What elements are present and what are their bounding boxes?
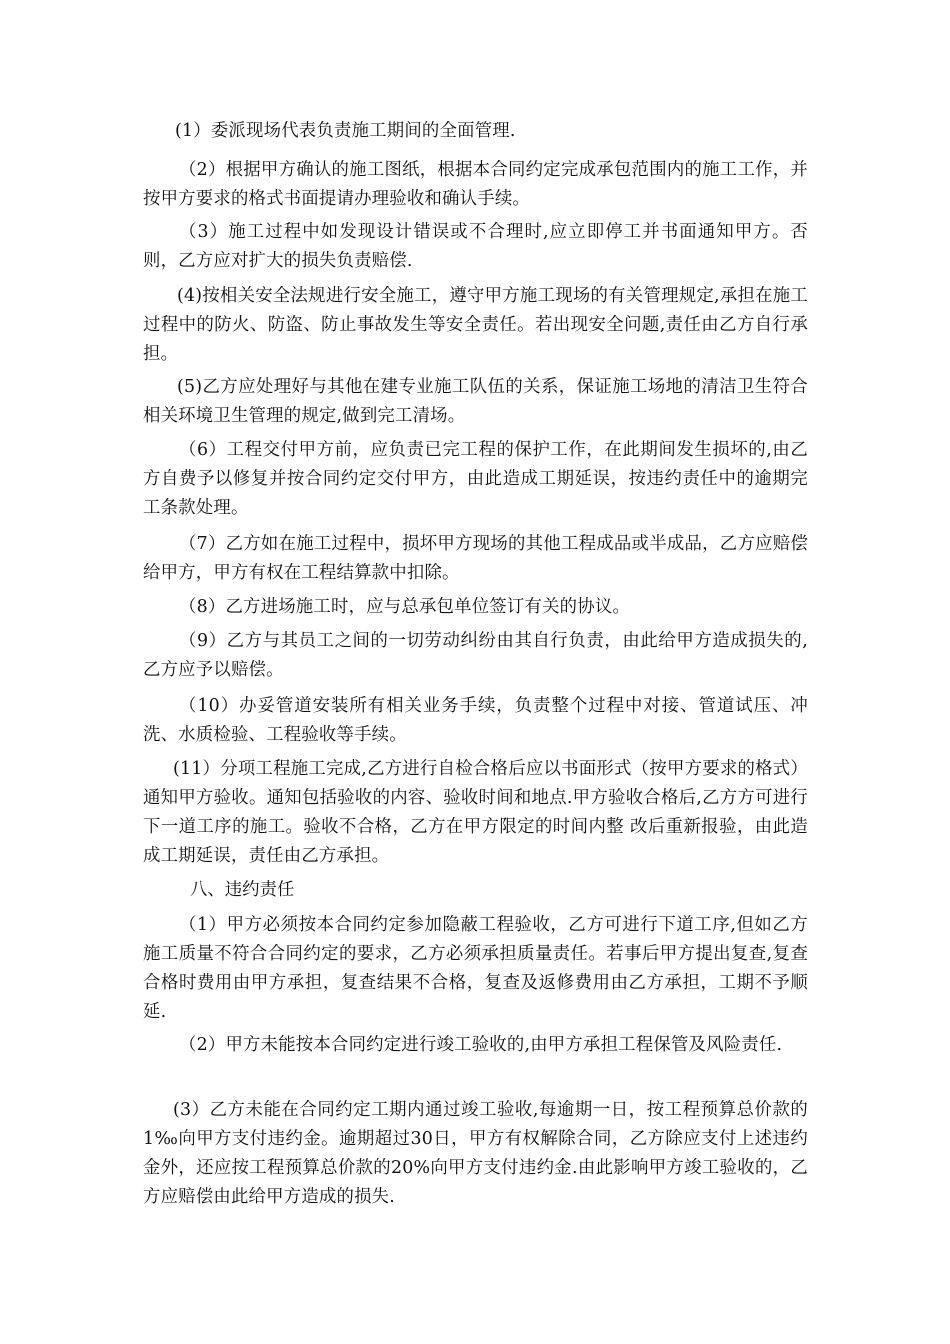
paragraph-5: (5)乙方应处理好与其他在建专业施工队伍的关系，保证施工场地的清洁卫生符合相关环境卫生管理的规定,做到完工清场。 — [143, 377, 808, 426]
paragraph-10: （10）办妥管道安装所有相关业务手续，负责整个过程中对接、管道试压、冲洗、水质检验、工程验收等手续。 — [143, 696, 808, 745]
paragraph-9: （9）乙方与其员工之间的一切劳动纠纷由其自行负责，由此给甲方造成损失的,乙方应予以赔偿。 — [143, 631, 808, 680]
paragraph-7: （7）乙方如在施工过程中，损坏甲方现场的其他工程成品或半成品，乙方应赔偿给甲方，甲方有权在工程结算款中扣除。 — [143, 534, 808, 583]
paragraph-4: (4)按相关安全法规进行安全施工，遵守甲方施工现场的有关管理规定,承担在施工过程中的防火、防盗、防止事故发生等安全责任。若出现安全问题,责任由乙方自行承担。 — [143, 286, 808, 364]
section-paragraph-3: (3）乙方未能在合同约定工期内通过竣工验收,每逾期一日，按工程预算总价款的1‰向甲方支付违约金。逾期超过30日，甲方有权解除合同，乙方除应支付上述违约金外，还应按工程预算总价款的20%向甲方支付违约金.由此影响甲方竣工验收的，乙方应赔偿由此给甲方造成的损失. — [143, 1100, 808, 1207]
paragraph-1: (1）委派现场代表负责施工期间的全面管理. — [175, 121, 516, 141]
paragraph-3: （3）施工过程中如发现设计错误或不合理时,应立即停工并书面通知甲方。否则，乙方应对扩大的损失负责赔偿. — [143, 222, 808, 271]
paragraph-2: （2）根据甲方确认的施工图纸，根据本合同约定完成承包范围内的施工工作，并按甲方要求的格式书面提请办理验收和确认手续。 — [143, 160, 808, 209]
paragraph-11: (11）分项工程施工完成,乙方进行自检合格后应以书面形式（按甲方要求的格式）通知甲方验收。通知包括验收的内容、验收时间和地点.甲方验收合格后,乙方方可进行下一道工序的施工。验收不合格，乙方在甲方限定的时间内整 改后重新报验，由此造成工期延误，责任由乙方承担。 — [143, 759, 808, 866]
section-heading: 八、违约责任 — [190, 880, 295, 900]
paragraph-8: （8）乙方进场施工时，应与总承包单位签订有关的协议。 — [179, 597, 631, 617]
section-paragraph-2: （2）甲方未能按本合同约定进行竣工验收的,由甲方承担工程保管及风险责任. — [179, 1035, 783, 1055]
paragraph-6: （6）工程交付甲方前，应负责已完工程的保护工作，在此期间发生损坏的,由乙方自费予以修复并按合同约定交付甲方，由此造成工期延误，按违约责任中的逾期完工条款处理。 — [143, 440, 808, 518]
section-paragraph-1: （1）甲方必须按本合同约定参加隐蔽工程验收，乙方可进行下道工序,但如乙方施工质量不符合合同约定的要求，乙方必须承担质量责任。若事后甲方提出复查,复查合格时费用由甲方承担，复查结果不合格，复查及返修费用由乙方承担，工期不予顺延. — [143, 915, 808, 1022]
